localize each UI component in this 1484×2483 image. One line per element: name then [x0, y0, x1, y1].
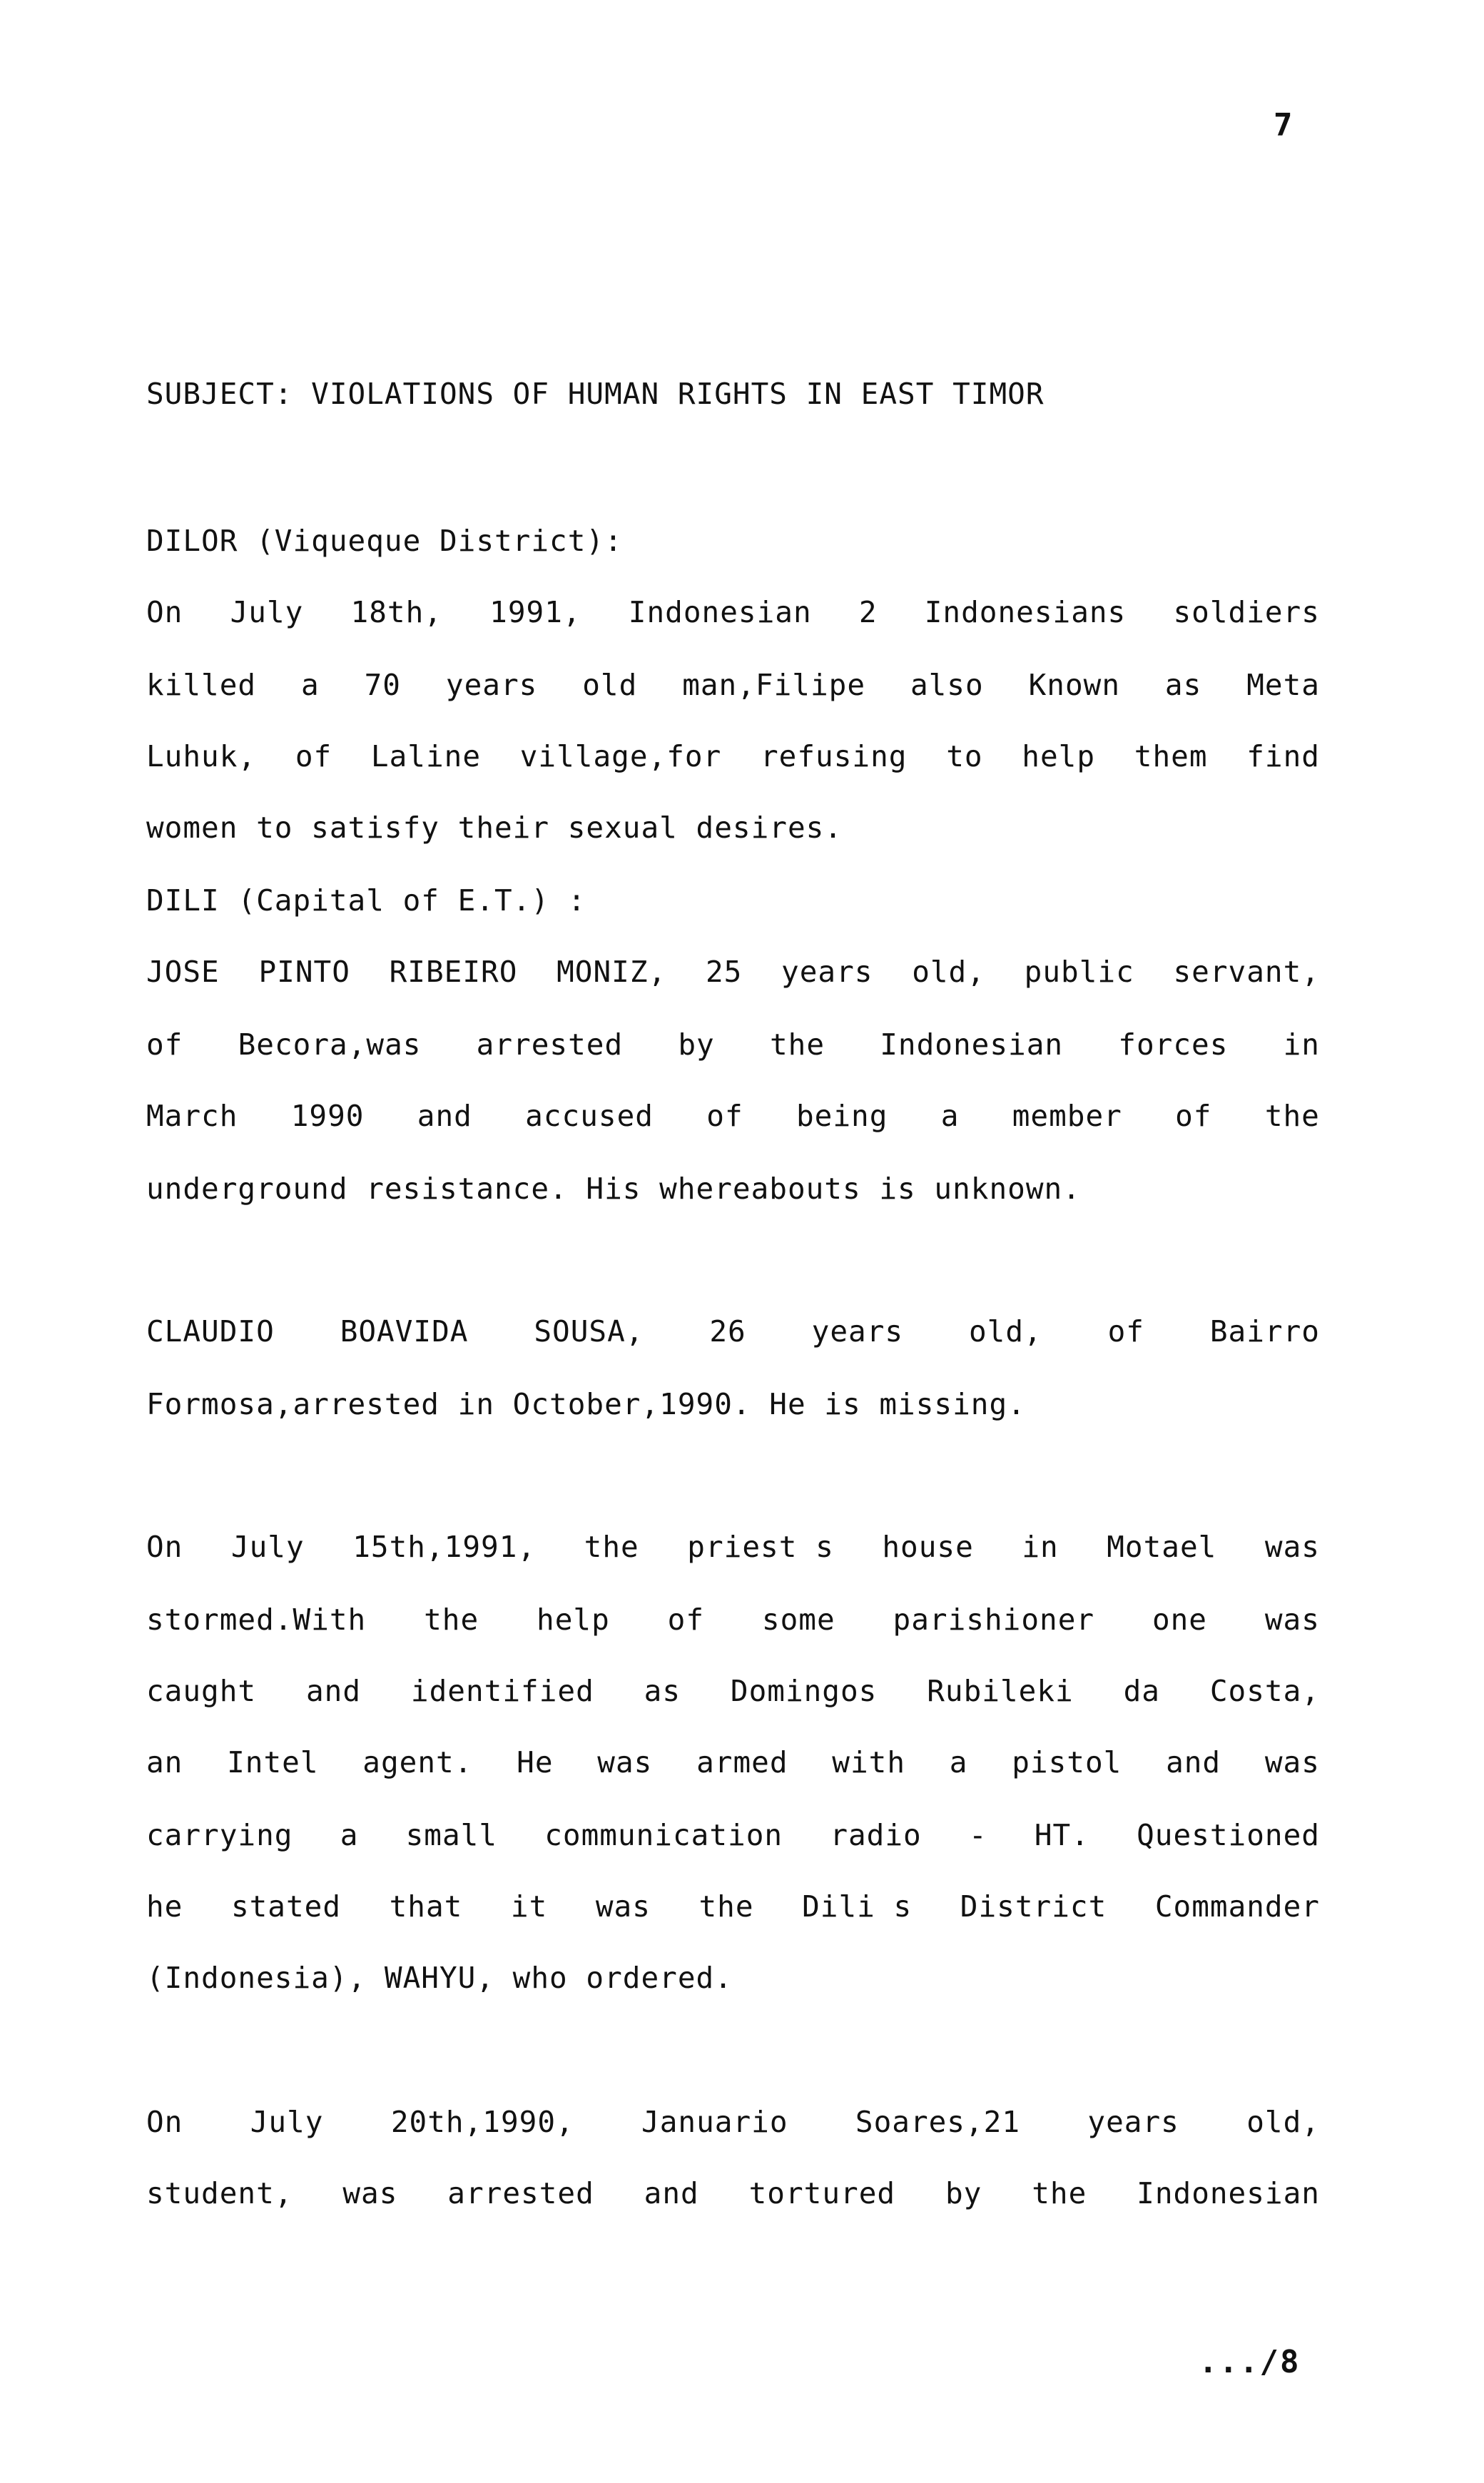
word: years [781, 955, 873, 989]
word: radio [830, 1818, 922, 1852]
word: - [968, 1818, 987, 1852]
word: member [1012, 1099, 1122, 1133]
word: and [417, 1099, 472, 1133]
para2-line-2 [146, 1027, 1320, 1062]
word: Motael [1107, 1530, 1217, 1564]
para1-line-2 [146, 668, 1320, 702]
word: Laline [370, 739, 482, 773]
word: RIBEIRO [389, 955, 518, 989]
word: a [340, 1818, 359, 1852]
word: agent. [362, 1745, 473, 1779]
dili-heading: DILI (Capital of E.T.) : [146, 883, 586, 918]
word: of [295, 739, 332, 773]
word: student, [146, 2176, 293, 2210]
word: Indonesians [924, 595, 1127, 629]
word: BOAVIDA [340, 1314, 469, 1349]
word: Indonesian [628, 595, 812, 629]
para4-line-6 [146, 1889, 1320, 1924]
word: the [1264, 1099, 1320, 1133]
word: carrying [146, 1818, 293, 1852]
word: a [949, 1745, 968, 1779]
word: parishioner [893, 1603, 1095, 1637]
word: He [517, 1745, 554, 1779]
word: 18th, [350, 595, 442, 629]
word: 26 [709, 1314, 746, 1349]
word: a [301, 668, 320, 702]
para1-line-4: women to satisfy their sexual desires. [146, 811, 843, 845]
word: July [250, 2105, 324, 2139]
word: old, [968, 1314, 1042, 1349]
word: and [644, 2176, 699, 2210]
word: July [230, 1530, 305, 1564]
word: Indonesian [880, 1027, 1064, 1062]
word: March [146, 1099, 238, 1133]
word: by [945, 2176, 982, 2210]
word: was [342, 2176, 398, 2210]
para4-line-2 [146, 1605, 1320, 1635]
word: years [445, 668, 538, 702]
word: servant, [1173, 955, 1320, 989]
word: one [1152, 1603, 1207, 1637]
para4-line-1 [146, 1530, 1320, 1564]
word: house [882, 1530, 974, 1564]
word: identified [410, 1674, 594, 1708]
word: by [678, 1027, 715, 1062]
subject-line: SUBJECT: VIOLATIONS OF HUMAN RIGHTS IN EAST TIMOR [146, 377, 1045, 411]
word: find [1246, 739, 1320, 773]
word: On [146, 2105, 183, 2139]
word: with [832, 1745, 906, 1779]
word: caught [146, 1674, 257, 1708]
word: Luhuk, [146, 739, 257, 773]
word: Bairro [1209, 1314, 1320, 1349]
word: Rubileki [927, 1674, 1074, 1708]
word: years [1087, 2105, 1179, 2139]
word: old, [912, 955, 985, 989]
word: refusing [761, 739, 908, 773]
word: District [960, 1889, 1107, 1924]
word: MONIZ, [556, 955, 667, 989]
word: in [1022, 1530, 1059, 1564]
word: was [1264, 1530, 1320, 1564]
word: 15th,1991, [352, 1530, 537, 1564]
para3-line-1 [146, 1314, 1320, 1349]
word: was [1264, 1745, 1320, 1779]
word: Meta [1246, 668, 1320, 702]
word: 25 [705, 955, 743, 989]
word: Indonesian [1137, 2176, 1320, 2210]
word: July [230, 595, 304, 629]
word: HT. [1034, 1818, 1089, 1852]
word: communication [544, 1818, 783, 1852]
word: years [811, 1314, 904, 1349]
word: 70 [364, 668, 401, 702]
word: 1990 [290, 1099, 365, 1133]
word: was [595, 1889, 651, 1924]
word: Dili s [802, 1889, 913, 1924]
word: also [910, 668, 984, 702]
word: the [769, 1027, 825, 1062]
word: 20th,1990, [390, 2105, 574, 2139]
para5-line-2 [146, 2176, 1320, 2210]
word: the [698, 1889, 754, 1924]
word: Januario [641, 2105, 788, 2139]
word: accused [525, 1099, 654, 1133]
dilor-heading: DILOR (Viqueque District): [146, 524, 623, 558]
word: of [1107, 1314, 1144, 1349]
word: killed [146, 668, 257, 702]
word: man,Filipe [682, 668, 866, 702]
para4-line-4 [146, 1745, 1320, 1779]
word: Soares,21 [855, 2105, 1021, 2139]
word: priest s [687, 1530, 834, 1564]
para4-line-7: (Indonesia), WAHYU, who ordered. [146, 1961, 733, 1995]
word: CLAUDIO [146, 1314, 275, 1349]
word: was [1264, 1603, 1320, 1637]
word: old [582, 668, 638, 702]
word: JOSE [146, 955, 220, 989]
para4-line-3 [146, 1674, 1320, 1708]
word: the [1032, 2176, 1087, 2210]
word: arrested [476, 1027, 624, 1062]
word: public [1024, 955, 1134, 989]
word: to [946, 739, 983, 773]
word: as [644, 1674, 681, 1708]
word: of [1175, 1099, 1212, 1133]
para3-line-2: Formosa,arrested in October,1990. He is missing. [146, 1387, 1026, 1421]
word: was [597, 1745, 653, 1779]
word: On [146, 595, 183, 629]
word: Costa, [1209, 1674, 1320, 1708]
word: pistol [1012, 1745, 1122, 1779]
word: armed [696, 1745, 788, 1779]
word: of [706, 1099, 743, 1133]
word: Domingos [730, 1674, 878, 1708]
word: Intel [227, 1745, 319, 1779]
continuation-marker: .../8 [1199, 2344, 1301, 2380]
word: help [1022, 739, 1096, 773]
word: of [667, 1603, 705, 1637]
word: an [146, 1745, 183, 1779]
word: Becora,was [238, 1027, 422, 1062]
word: some [761, 1603, 835, 1637]
para5-line-1 [146, 2105, 1320, 2139]
para1-line-3 [146, 739, 1320, 773]
para2-line-1 [146, 955, 1320, 989]
word: SOUSA, [534, 1314, 644, 1349]
word: he [146, 1889, 183, 1924]
word: old, [1246, 2105, 1320, 2139]
word: On [146, 1530, 183, 1564]
word: forces [1118, 1027, 1229, 1062]
word: small [405, 1818, 497, 1852]
word: and [305, 1674, 362, 1708]
word: help [537, 1603, 610, 1637]
word: stormed.With [146, 1603, 367, 1637]
word: a [940, 1099, 960, 1133]
word: that [389, 1889, 463, 1924]
word: of [146, 1027, 183, 1062]
word: as [1164, 668, 1202, 702]
word: soldiers [1173, 595, 1320, 629]
word: it [510, 1889, 548, 1924]
page-number: 7 [1274, 107, 1293, 143]
word: da [1123, 1674, 1160, 1708]
word: 2 [858, 595, 878, 629]
para1-line-1 [146, 595, 1320, 629]
word: Commander [1154, 1889, 1320, 1924]
word: being [796, 1099, 888, 1133]
word: the [424, 1603, 479, 1637]
word: and [1166, 1745, 1221, 1779]
para2-line-4: underground resistance. His whereabouts is unknown. [146, 1172, 1081, 1206]
word: them [1134, 739, 1208, 773]
word: 1991, [489, 595, 581, 629]
para2-line-3 [146, 1099, 1320, 1133]
word: in [1283, 1027, 1320, 1062]
para4-line-5 [146, 1818, 1320, 1852]
word: the [584, 1530, 639, 1564]
word: arrested [447, 2176, 594, 2210]
word: Known [1028, 668, 1121, 702]
word: village,for [519, 739, 722, 773]
word: Questioned [1137, 1818, 1320, 1852]
word: PINTO [258, 955, 350, 989]
word: stated [230, 1889, 342, 1924]
word: tortured [748, 2176, 896, 2210]
